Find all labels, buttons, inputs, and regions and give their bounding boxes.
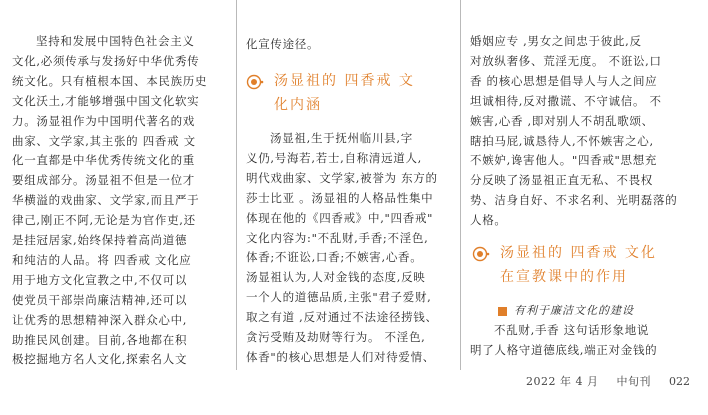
body-line: 人格。 xyxy=(470,213,507,228)
body-line: 体香;不诳讼,口香;不嫉害,心香。 xyxy=(246,250,423,265)
body-line: 莎士比亚 。汤显祖的人格品性集中 xyxy=(246,190,434,205)
body-line: 体香"的核心思想是人们对待爱情、 xyxy=(246,349,435,364)
body-line: 极挖掘地方名人文化,探索名人文 xyxy=(12,352,188,367)
body-line: 明代戏曲家、文学家,被誉为 东方的 xyxy=(246,170,438,185)
body-line: 对放纵奢侈、荒淫无度。 不诳讼,口 xyxy=(470,53,662,68)
body-line: 坦诚相待,反对撒谎、不守诚信。 不 xyxy=(470,93,662,108)
body-line: 体现在他的《四香戒》中,"四香戒" xyxy=(246,210,434,225)
body-line: 使党员干部崇尚廉洁精神,还可以 xyxy=(12,292,188,307)
body-line: 文化沃土,才能够增强中国文化软实 xyxy=(12,93,200,108)
body-line: 势、洁身自好、不求名利、光明磊落的 xyxy=(470,193,678,208)
magazine-name: 中旬刊 xyxy=(616,375,651,388)
body-line: 贪污受贿及劫财等行为。 不淫色, xyxy=(246,330,426,344)
section-bullet-icon xyxy=(246,73,264,91)
body-line: 是挂冠居家,始终保持着高尚道德 xyxy=(12,233,188,247)
body-line: 化宣传途径。 xyxy=(246,37,320,51)
body-line: 文化,必须传承与发扬好中华优秀传 xyxy=(12,53,200,68)
section-heading-line: 在宣教课中的作用 xyxy=(500,269,628,285)
section-heading-line: 汤显祖的 四香戒 文化 xyxy=(500,245,657,261)
square-bullet-icon xyxy=(498,307,507,316)
body-line: 分反映了汤显祖正直无私、不畏权 xyxy=(470,173,653,188)
body-line: 一个人的道德品质,主张"君子爱财, xyxy=(246,290,432,305)
body-line: 律己,刚正不阿,无论是为官作吏,还 xyxy=(12,213,196,228)
body-line: 坚持和发展中国特色社会主义 xyxy=(36,34,195,48)
column-divider-left xyxy=(236,0,237,370)
body-line: 和纯洁的人品。将 四香戒 文化应 xyxy=(12,252,192,267)
body-line: 文化内容为:"不乱财,手香;不淫色, xyxy=(246,230,429,245)
page-footer xyxy=(526,373,690,389)
body-line: 用于地方文化宣教之中,不仅可以 xyxy=(12,272,188,287)
body-line: 助推民风创建。目前,各地都在积 xyxy=(12,332,188,347)
body-line: 义仍,号海若,若士,自称清远道人, xyxy=(246,150,423,165)
body-line: 要组成部分。汤显祖不但是一位才 xyxy=(12,173,195,188)
body-line: 力。汤显祖作为中国明代著名的戏 xyxy=(12,113,195,128)
body-line: 让优秀的思想精神深入群众心中, xyxy=(12,312,188,327)
section-heading-line: 化内涵 xyxy=(274,97,322,113)
page-number: 022 xyxy=(668,375,690,388)
section-heading xyxy=(500,241,657,289)
section-heading-line: 汤显祖的 四香戒 文 xyxy=(274,73,415,89)
body-line: 嫉害,心香 ,即对别人不胡乱歌颂、 xyxy=(470,113,654,128)
body-line: 明了人格守道德底线,端正对金钱的 xyxy=(470,343,658,357)
body-line: 统文化。只有植根本国、本民族历史 xyxy=(12,73,208,88)
body-line: 华横溢的戏曲家、文学家,而且严于 xyxy=(12,193,200,208)
body-line: 不嫉妒,谗害他人。"四香戒"思想充 xyxy=(470,153,658,168)
subsection-heading-text: 有利于廉洁文化的建设 xyxy=(514,304,634,317)
section-bullet-icon xyxy=(472,245,490,263)
body-line: 瞎拍马屁,诚恳待人,不怀嫉害之心, xyxy=(470,133,654,148)
body-line: 曲家、文学家,其主张的 四香戒 文 xyxy=(12,133,196,148)
issue-date: 2022 年 4 月 xyxy=(526,375,599,388)
section-heading xyxy=(274,69,415,117)
column-divider-right xyxy=(460,0,461,370)
body-line: 汤显祖,生于抚州临川县,字 xyxy=(270,131,413,145)
body-line: 不乱财,手香 这句话形象地说 xyxy=(494,323,650,337)
subsection-heading xyxy=(498,302,634,318)
body-line: 化一直都是中华优秀传统文化的重 xyxy=(12,153,195,168)
body-line: 取之有道 ,反对通过不法途径捞钱、 xyxy=(246,310,438,325)
body-line: 婚姻应专 ,男女之间忠于彼此,反 xyxy=(470,34,642,48)
body-line: 香 的核心思想是倡导人与人之间应 xyxy=(470,73,658,88)
body-line: 汤显祖认为,人对金钱的态度,反映 xyxy=(246,270,426,285)
